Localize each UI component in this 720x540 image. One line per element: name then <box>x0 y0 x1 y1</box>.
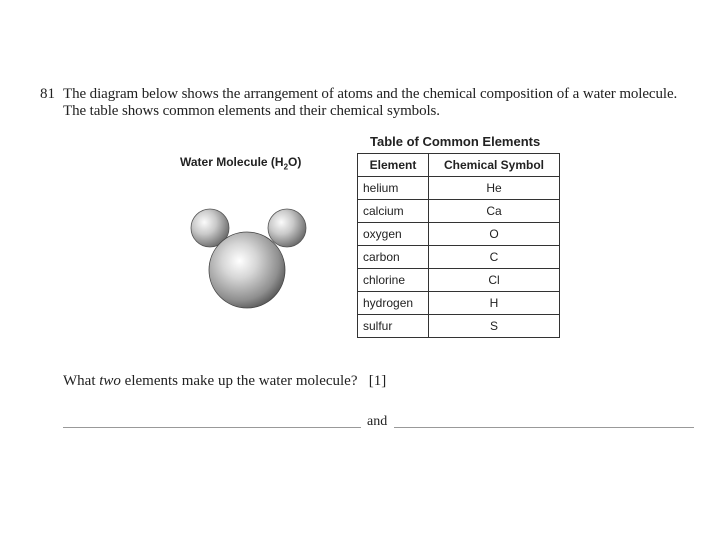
table-row <box>358 269 560 292</box>
answer-conjunction: and <box>367 414 388 429</box>
element-name: oxygen <box>358 223 429 246</box>
water-molecule-diagram <box>186 200 316 315</box>
table-row <box>358 223 560 246</box>
table-row <box>358 246 560 269</box>
answer-blank-1[interactable] <box>63 427 361 428</box>
table-row <box>358 292 560 315</box>
oxygen-atom <box>209 232 285 308</box>
table-row <box>358 200 560 223</box>
table-header-row <box>358 154 560 177</box>
prompt-after: elements make up the water molecule? <box>120 373 358 389</box>
element-symbol: Ca <box>429 200 560 223</box>
header-symbol: Chemical Symbol <box>429 154 560 177</box>
table-title: Table of Common Elements <box>370 134 541 149</box>
question-number: 81 <box>40 86 55 102</box>
question-text-line-2: The table shows common elements and their chemical symbols. <box>63 103 440 119</box>
element-symbol: H <box>429 292 560 315</box>
diagram-title-suffix: O) <box>288 155 302 169</box>
header-element: Element <box>358 154 429 177</box>
element-symbol: O <box>429 223 560 246</box>
diagram-title-prefix: Water Molecule (H <box>180 155 284 169</box>
element-name: calcium <box>358 200 429 223</box>
element-name: sulfur <box>358 315 429 338</box>
element-symbol: Cl <box>429 269 560 292</box>
prompt-emphasis: two <box>99 373 121 389</box>
element-symbol: C <box>429 246 560 269</box>
question-prompt <box>63 373 386 390</box>
element-name: carbon <box>358 246 429 269</box>
element-name: hydrogen <box>358 292 429 315</box>
hydrogen-atom-right <box>268 209 306 247</box>
answer-blank-2[interactable] <box>394 427 694 428</box>
diagram-title <box>180 155 301 171</box>
element-symbol: S <box>429 315 560 338</box>
element-symbol: He <box>429 177 560 200</box>
elements-table <box>357 153 560 338</box>
prompt-before: What <box>63 373 100 389</box>
point-value: [1] <box>368 373 387 389</box>
table-row <box>358 177 560 200</box>
element-name: chlorine <box>358 269 429 292</box>
element-name: helium <box>358 177 429 200</box>
diagram-title-subscript: 2 <box>283 162 289 172</box>
question-text-line-1: The diagram below shows the arrangement of atoms and the chemical composition of a water molecule. <box>63 86 678 102</box>
table-row <box>358 315 560 338</box>
